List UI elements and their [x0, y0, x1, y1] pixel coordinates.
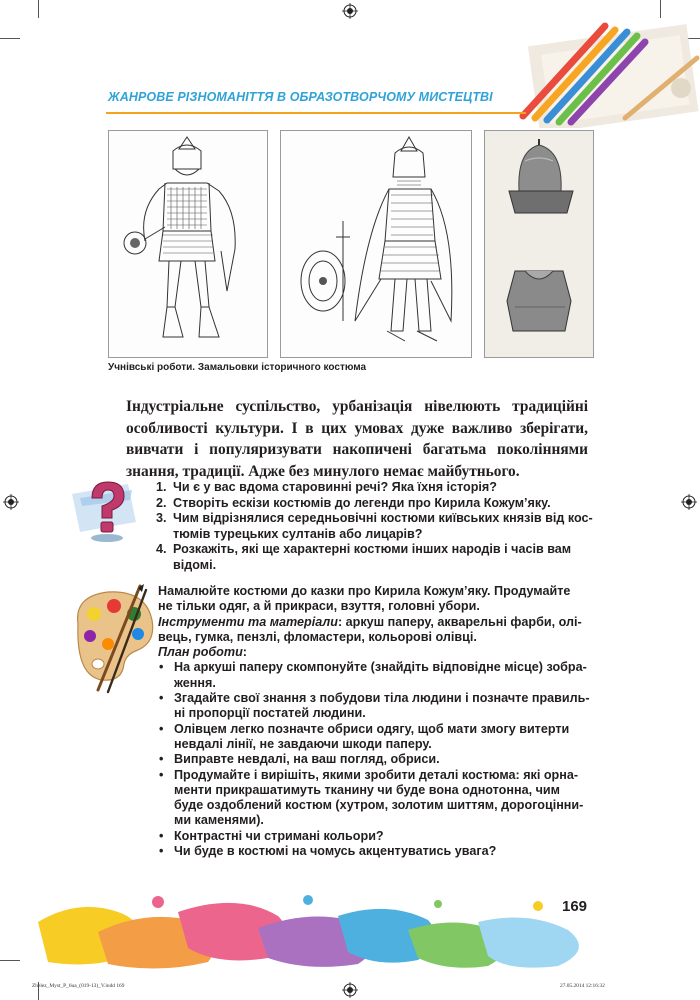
- questions-list: [156, 480, 596, 573]
- plan-step-text: ження.: [174, 675, 216, 690]
- crop-mark: [0, 960, 20, 961]
- plan-step: [158, 768, 598, 829]
- plan-step: [158, 844, 598, 859]
- plan-step: [158, 660, 598, 691]
- header-rule: [106, 112, 526, 114]
- plan-step-text: Олівцем легко позначте обриси одягу, щоб мати змогу витерти: [174, 721, 570, 736]
- question-text: Розкажіть, які ще характерні костюми інших народів і часів вам: [173, 542, 572, 556]
- plan-step-text: Згадайте свої знання з побудови тіла людини і позначте правиль-: [174, 691, 590, 706]
- plan-step: [158, 691, 598, 722]
- question-number: 2.: [156, 495, 167, 510]
- bullet-icon: •: [159, 844, 164, 859]
- task-block: [158, 584, 598, 859]
- plan-colon: :: [242, 645, 247, 660]
- figure-caption: Учнівські роботи. Замальовки історичного костюма: [108, 362, 367, 373]
- intro-line: вивчати і популяризувати накопичені багатьма поколіннями: [126, 441, 588, 458]
- question-item: [156, 542, 596, 573]
- intro-line: знання, традиції. Адже без минулого немає майбутнього.: [126, 462, 520, 480]
- bullet-icon: •: [159, 767, 164, 782]
- plan-step-text: буде оздоблений костюм (хутром, золотим шиттям, дорогоцінни-: [174, 798, 584, 813]
- question-item: [156, 511, 596, 542]
- student-drawing-armor: [484, 130, 594, 358]
- question-text: Створіть ескізи костюмів до легенди про Кирила Кожум’яку.: [173, 495, 551, 510]
- intro-line: Індустріальне суспільство, урбанізація нівелюють традиційні: [126, 398, 588, 415]
- materials-line: вець, гумка, пензлі, фломастери, кольорові олівці.: [158, 629, 477, 644]
- bullet-icon: •: [159, 752, 164, 767]
- plan-step: [158, 829, 598, 844]
- print-slug-timestamp: 27.05.2014 12:16:32: [560, 983, 605, 989]
- crop-mark: [38, 0, 39, 18]
- question-text: Чи є у вас вдома старовинні речі? Яка їхня історія?: [173, 480, 497, 494]
- plan-step-text: Чи буде в костюмі на чомусь акцентуватись увага?: [174, 844, 497, 859]
- question-item: [156, 480, 596, 496]
- plan-step-text: невдалі лінії, не завдаючи шкоди паперу.: [174, 736, 432, 751]
- bullet-icon: •: [159, 721, 164, 736]
- plan-step-text: Контрастні чи стримані кольори?: [174, 828, 384, 843]
- plan-step-text: На аркуші паперу скомпонуйте (знайдіть відповідне місце) зобра-: [174, 660, 587, 675]
- question-item: [156, 496, 596, 512]
- student-drawing-knight-shield: [280, 130, 472, 358]
- bullet-icon: •: [159, 660, 164, 675]
- task-intro-line: не тільки одяг, а й прикраси, взуття, головні убори.: [158, 599, 480, 614]
- question-text: відомі.: [173, 557, 217, 572]
- plan-step-text: менти прикрашатимуть тканину чи буде вона однотонна, чим: [174, 782, 560, 797]
- question-text: Чим відрізнялися середньовічні костюми київських князів від кос-: [173, 511, 593, 525]
- registration-mark-icon: [681, 494, 697, 510]
- task-intro-line: Намалюйте костюми до казки про Кирила Кожум’яку. Продумайте: [158, 584, 571, 598]
- materials-line: [158, 615, 598, 630]
- registration-mark-icon: [3, 494, 19, 510]
- plan-label: План роботи: [158, 645, 243, 660]
- print-slug-filename: Zhelez_Myst_P_6ua_(019-13)_V.indd 169: [32, 983, 125, 989]
- pencils-illustration: [505, 18, 700, 128]
- plan-step: [158, 752, 598, 767]
- page-number: 169: [562, 898, 588, 915]
- question-number: 1.: [156, 480, 167, 494]
- registration-mark-icon: [342, 982, 358, 998]
- paint-splash-decoration: [38, 892, 598, 972]
- plan-step-text: Продумайте і вирішіть, якими зробити деталі костюма: які орна-: [174, 767, 579, 782]
- bullet-icon: •: [159, 828, 164, 843]
- question-mark-icon: [70, 474, 140, 544]
- plan-step-text: Виправте невдалі, на ваш погляд, обриси.: [174, 752, 440, 767]
- crop-mark: [0, 38, 20, 39]
- plan-step: [158, 722, 598, 753]
- materials-text: : аркуш паперу, акварельні фарби, олі-: [337, 614, 582, 629]
- question-text: тюмів турецьких султанів або лицарів?: [173, 526, 423, 541]
- plan-step-text: ми каменями).: [174, 813, 264, 828]
- section-title: ЖАНРОВЕ РІЗНОМАНІТТЯ В ОБРАЗОТВОРЧОМУ МИСТЕЦТВІ: [108, 90, 493, 104]
- student-drawing-knight-mace: [108, 130, 268, 358]
- intro-paragraph: [126, 396, 588, 482]
- bullet-icon: •: [159, 691, 164, 706]
- question-number: 3.: [156, 511, 167, 525]
- intro-line: особливості культури. І в цих умовах дуже важливо зберігати,: [126, 419, 588, 437]
- crop-mark: [660, 0, 661, 18]
- materials-label: Інструменти та матеріали: [158, 614, 338, 629]
- plan-heading: [158, 645, 598, 660]
- question-number: 4.: [156, 542, 167, 556]
- palette-icon: [68, 584, 160, 694]
- registration-mark-icon: [342, 3, 358, 19]
- plan-step-text: ні пропорції постатей людини.: [174, 706, 366, 721]
